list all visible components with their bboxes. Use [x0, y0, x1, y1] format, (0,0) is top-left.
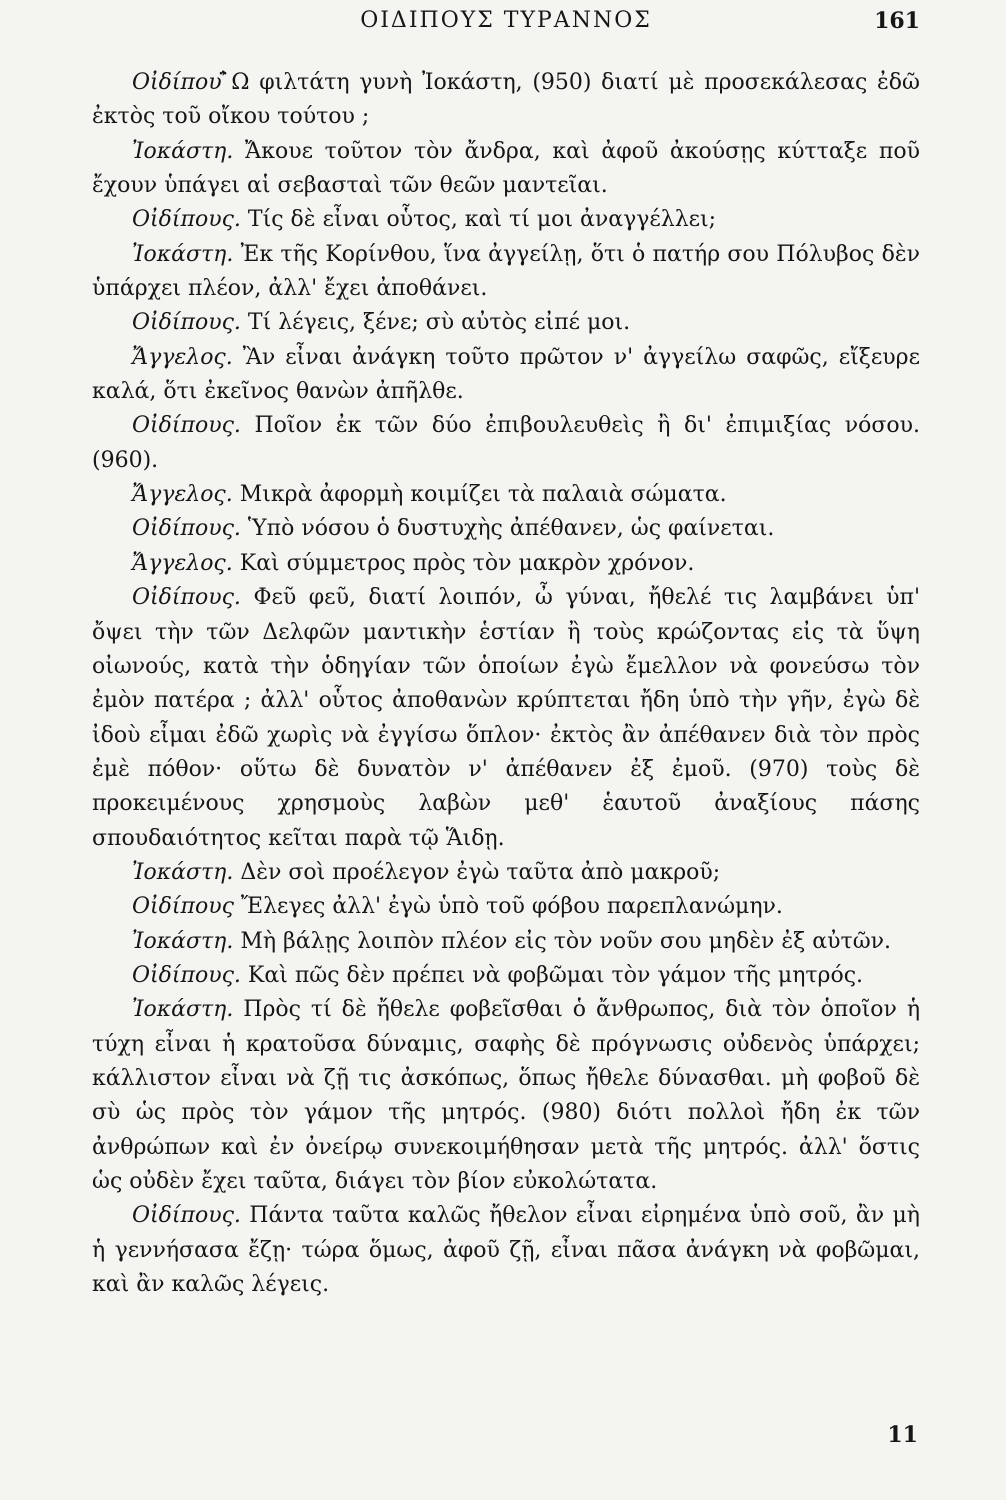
signature-mark: 11 — [887, 1422, 918, 1448]
page-header — [92, 6, 920, 34]
speaker-name: Οἰδίπους. — [132, 310, 241, 336]
speaker-name: Οἰδίπους. — [132, 1203, 241, 1229]
speaker-name: Οἰδίπους. — [132, 962, 241, 988]
speaker-name: Οἰδίπους. — [132, 207, 241, 233]
speech-text: Ἄκουε τοῦτον τὸν ἄνδρα, καὶ ἀφοῦ ἀκούσῃς κύτταξε ποῦ ἔχουν ὑπάγει αἱ σεβασταὶ τῶν θεῶν μαντεῖαι. — [92, 138, 920, 199]
speech-text: Πάντα ταῦτα καλῶς ἤθελον εἶναι εἰρημένα ὑπὸ σοῦ, ἂν μὴ ἡ γεννήσασα ἔζῃ· τώρα ὅμως, ἀφοῦ ζῇ, εἶναι πᾶσα ἀνάγκη νὰ φοβῶμαι, καὶ ἂν καλῶς λέγεις. — [92, 1203, 920, 1298]
speaker-name: Ἰοκάστη. — [132, 241, 234, 267]
speaker-name: Ἄγγελος. — [132, 344, 233, 370]
speaker-name: Ἰοκάστη. — [132, 138, 234, 164]
speaker-name: Ἰοκάστη. — [132, 859, 234, 885]
speaker-name: Ἄγγελος. — [132, 482, 233, 508]
speaker-name: Ἰοκάστη. — [132, 997, 234, 1023]
speech-text: Τί λέγεις, ξένε; σὺ αὐτὸς εἰπέ μοι. — [240, 310, 631, 336]
dialogue-paragraph — [92, 993, 920, 1199]
speech-text: ̓̈Ω φιλτάτη γυνὴ Ἰοκάστη, (950) διατί μὲ προσεκάλεσας ἐδῶ ἐκτὸς τοῦ οἴκου τούτου ; — [92, 70, 920, 130]
speaker-name: Ἄγγελος. — [132, 550, 233, 576]
dialogue-paragraph — [92, 409, 920, 478]
dialogue-paragraph — [92, 1199, 920, 1302]
dialogue-paragraph — [92, 203, 920, 237]
speech-text: Ἔλεγες ἀλλ' ἐγὼ ὑπὸ τοῦ φόβου παρεπλανώμην. — [233, 894, 783, 920]
dialogue-paragraph — [92, 135, 920, 204]
dialogue-paragraph — [92, 306, 920, 340]
speaker-name: Οἰδίπους — [132, 894, 234, 920]
speech-text: Ἐκ τῆς Κορίνθου, ἵνα ἀγγείλῃ, ὅτι ὁ πατήρ σου Πόλυβος δὲν ὑπάρχει πλέον, ἀλλ' ἔχει ἀποθάνει. — [92, 241, 920, 302]
dialogue-paragraph — [92, 890, 920, 924]
speech-text: Ποῖον ἐκ τῶν δύο ἐπιβουλευθεὶς ἢ δι' ἐπιμιξίας νόσου. (960). — [92, 413, 920, 473]
speaker-name: Οἰδίπους. — [132, 413, 241, 439]
speech-text: Φεῦ φεῦ, διατί λοιπόν, ὦ γύναι, ἤθελέ τις λαμβάνει ὑπ' ὄψει τὴν τῶν Δελφῶν μαντικὴν ἑστίαν ἢ τοὺς κρώζοντας εἰς τὰ ὕψη οἰωνούς, κατὰ τὴν ὁδηγίαν τῶν ὁποίων ἐγὼ ἔμελλον νὰ φονεύσω τὸν ἐμὸν πατέρα ; ἀλλ' οὗτος ἀποθανὼν κρύπτεται ἤδη ὑπὸ τὴν γῆν, ἐγὼ δὲ ἰδοὺ εἶμαι ἐδῶ χωρὶς νὰ ἐγγίσω ὅπλον· ἐκτὸς ἂν ἀπέθανεν διὰ τὸν πρὸς ἐμὲ πόθον· οὕτω δὲ δυνατὸν ν' ἀπέθανεν ἐξ ἐμοῦ. (970) τοὺς δὲ προκειμένους χρησμοὺς λαβὼν μεθ' ἑαυτοῦ ἀναξίους πάσης σπουδαιότητος κεῖται παρὰ τῷ Ἅιδῃ. — [92, 585, 920, 851]
page-number: 161 — [874, 8, 920, 34]
running-title: ΟΙΔΙΠΟΥΣ ΤΥΡΑΝΝΟΣ — [360, 8, 652, 33]
speech-text: Καὶ πῶς δὲν πρέπει νὰ φοβῶμαι τὸν γάμον τῆς μητρός. — [240, 962, 864, 988]
dialogue-paragraph — [92, 547, 920, 581]
speaker-name: Οἰδίπους. — [132, 585, 241, 611]
speech-text: Πρὸς τί δὲ ἤθελε φοβεῖσθαι ὁ ἄνθρωπος, διὰ τὸν ὁποῖον ἡ τύχη εἶναι ἡ κρατοῦσα δύναμις, σαφὴς δὲ πρόγνωσις οὐδενὸς ὑπάρχει; κάλλιστον εἶναι νὰ ζῇ τις ἀσκόπως, ὅπως ἤθελε δύνασθαι. μὴ φοβοῦ δὲ σὺ ὡς πρὸς τὸν γάμον τῆς μητρός. (980) διότι πολλοὶ ἤδη ἐκ τῶν ἀνθρώπων καὶ ἐν ὀνείρῳ συνεκοιμήθησαν μετὰ τῆς μητρός. ἀλλ' ὅστις ὡς οὐδὲν ἔχει ταῦτα, διάγει τὸν βίον εὐκολώτατα. — [92, 997, 920, 1194]
dialogue-paragraph — [92, 238, 920, 307]
dialogue-paragraph — [92, 925, 920, 959]
speaker-name: Οἰδίπους. — [132, 516, 241, 542]
body-text — [92, 66, 920, 1302]
speaker-name: Ἰοκάστη. — [132, 928, 234, 954]
speaker-name: Οἰδίπου — [132, 70, 222, 95]
speech-text: Ἂν εἶναι ἀνάγκη τοῦτο πρῶτον ν' ἀγγείλω σαφῶς, εἴξευρε καλά, ὅτι ἐκεῖνος θανὼν ἀπῆλθε. — [92, 344, 920, 405]
dialogue-paragraph — [92, 478, 920, 512]
dialogue-paragraph — [92, 341, 920, 410]
speech-text: Μὴ βάλῃς λοιπὸν πλέον εἰς τὸν νοῦν σου μηδὲν ἐξ αὐτῶν. — [233, 928, 891, 954]
speech-text: Τίς δὲ εἶναι οὗτος, καὶ τί μοι ἀναγγέλλει; — [240, 207, 717, 233]
speech-text: Δὲν σοὶ προέλεγον ἐγὼ ταῦτα ἀπὸ μακροῦ; — [233, 859, 721, 885]
speech-text: Μικρὰ ἀφορμὴ κοιμίζει τὰ παλαιὰ σώματα. — [232, 482, 727, 508]
speech-text: Καὶ σύμμετρος πρὸς τὸν μακρὸν χρόνον. — [232, 550, 695, 576]
dialogue-paragraph — [92, 66, 920, 135]
speech-text: Ὑπὸ νόσου ὁ δυστυχὴς ἀπέθανεν, ὡς φαίνεται. — [240, 516, 775, 542]
dialogue-paragraph — [92, 581, 920, 856]
dialogue-paragraph — [92, 512, 920, 546]
dialogue-paragraph — [92, 959, 920, 993]
dialogue-paragraph — [92, 856, 920, 890]
